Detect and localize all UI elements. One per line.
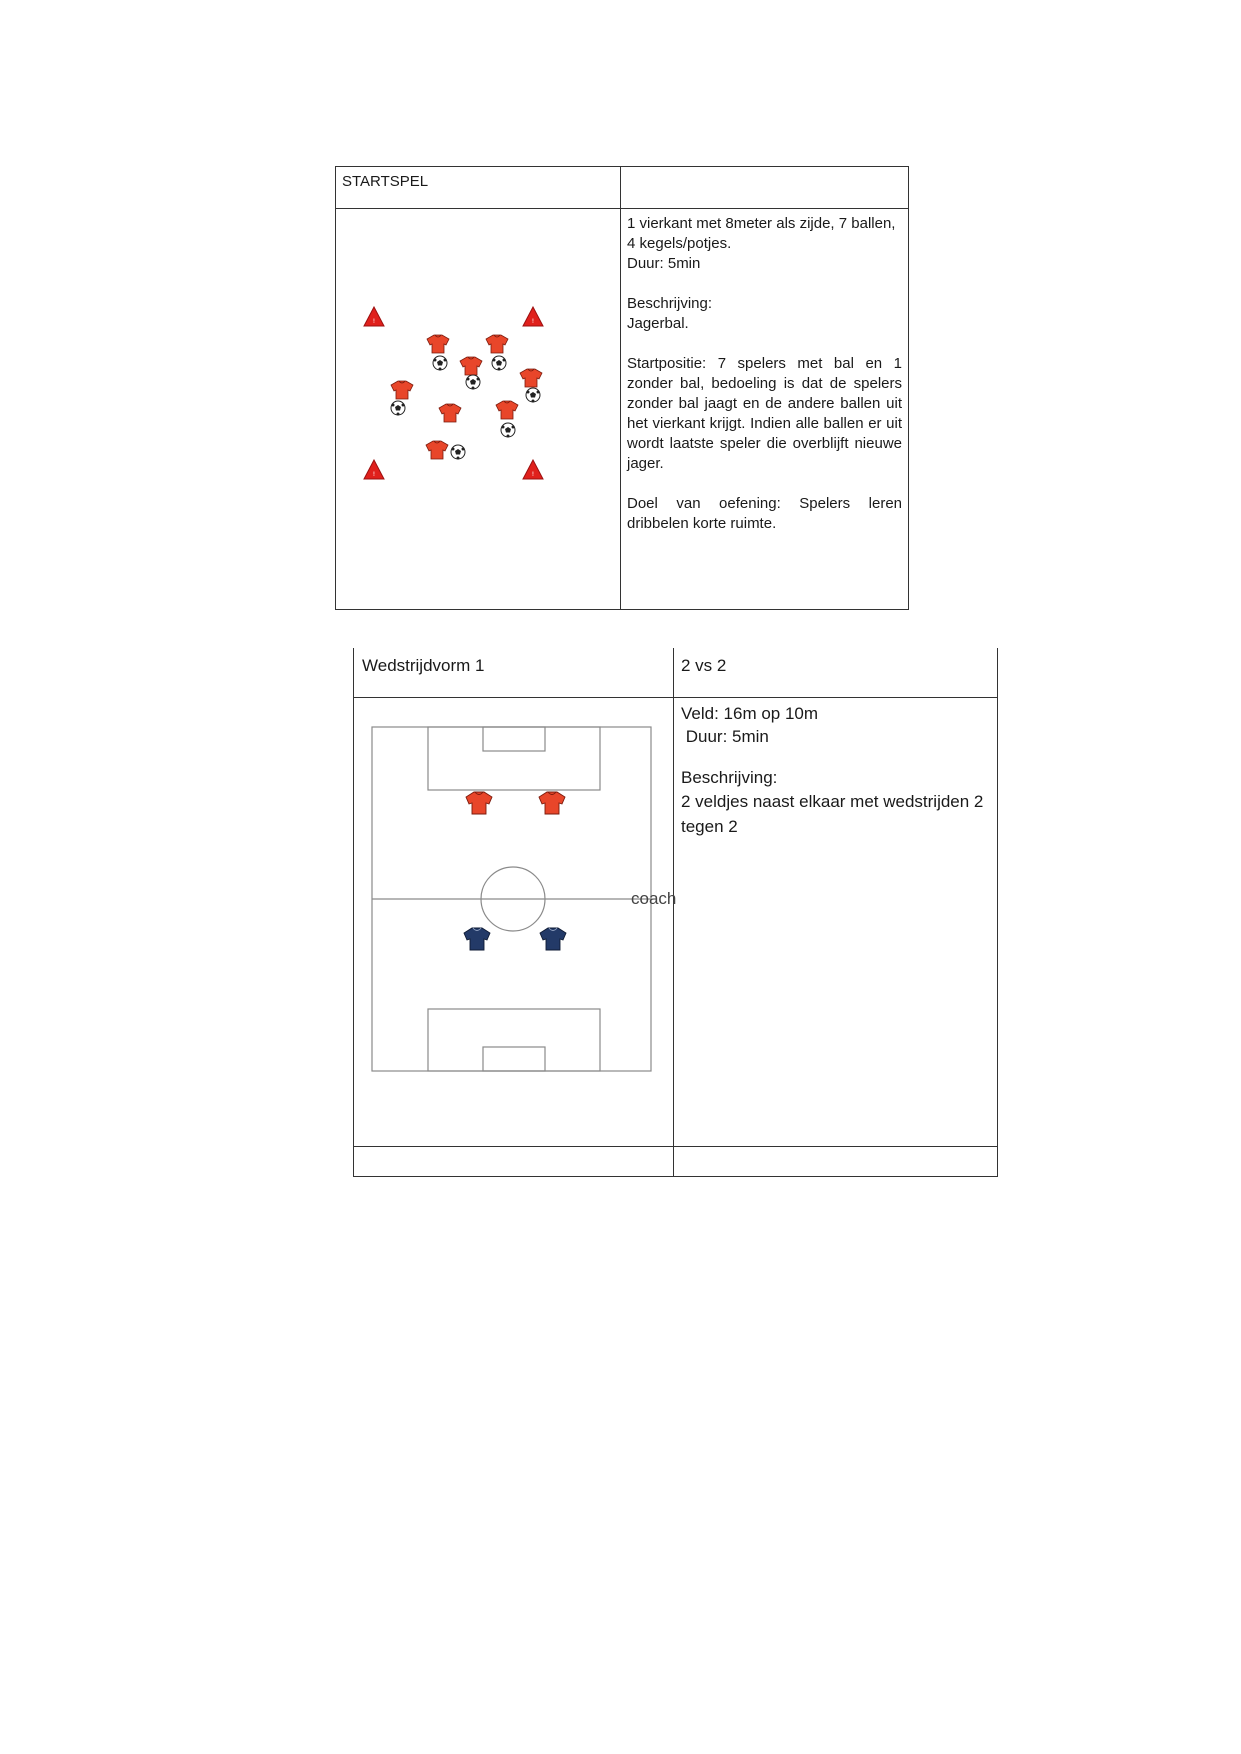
header-startspel: STARTSPEL bbox=[342, 173, 429, 190]
goal-text-line-2: dribbelen korte ruimte. bbox=[627, 515, 777, 532]
red-player-icon bbox=[466, 792, 492, 814]
field-size-text: Veld: 16m op 10m bbox=[681, 704, 819, 723]
red-player-icon bbox=[539, 792, 565, 814]
duration-text: Duur: 5min bbox=[627, 255, 701, 272]
start-position-text: Startpositie: 7 spelers met bal en 1 zonder bal, bedoeling is dat de spelers zonder bal jaagt en de andere ballen uit het vierkant krijgt. Indien alle ballen er uit wordt laatste speler die overblijft nieuwe jager. bbox=[627, 355, 902, 472]
materials-line-1: 1 vierkant met 8meter als zijde, 7 ballen, bbox=[627, 215, 896, 232]
description-label: Beschrijving: bbox=[627, 295, 713, 312]
duration-text: Duur: 5min bbox=[681, 727, 769, 746]
description-text: Jagerbal. bbox=[627, 315, 689, 332]
navy-player-icon bbox=[464, 928, 490, 950]
coach-label: coach bbox=[631, 889, 677, 908]
description-text: 2 veldjes naast elkaar met wedstrijden 2 tegen 2 bbox=[681, 792, 984, 836]
description-label: Beschrijving: bbox=[681, 768, 778, 787]
header-2vs2: 2 vs 2 bbox=[681, 656, 727, 675]
materials-line-2: 4 kegels/potjes. bbox=[627, 235, 732, 252]
header-wedstrijdvorm: Wedstrijdvorm 1 bbox=[362, 656, 485, 675]
goal-text-line-1: Doel van oefening: Spelers leren bbox=[627, 495, 902, 512]
navy-player-icon bbox=[540, 928, 566, 950]
